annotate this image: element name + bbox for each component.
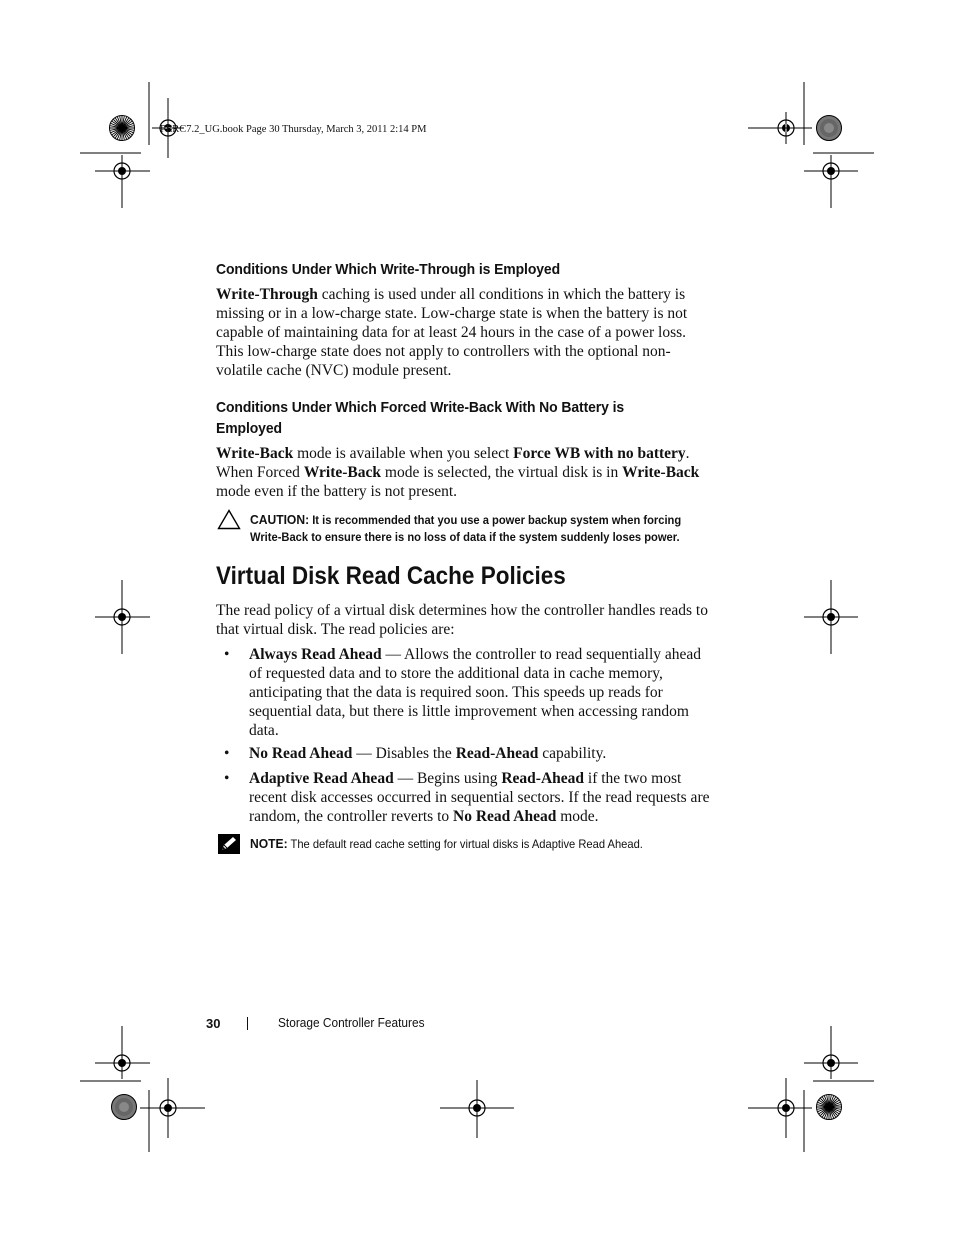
text: if the two most recent disk accesses occurred in sequential sectors. If the read requests are random, the controller reverts to bbox=[249, 770, 710, 825]
text: mode is available when you select bbox=[293, 445, 514, 462]
term: Read-Ahead bbox=[455, 745, 539, 762]
text: — Disables the bbox=[352, 745, 456, 762]
paragraph bbox=[216, 285, 714, 380]
heading-line: Employed bbox=[216, 420, 282, 437]
caution-icon bbox=[217, 509, 241, 530]
text: The default read cache setting for virtual disks is bbox=[287, 837, 532, 851]
text: llows the controller to read sequentially ahead of requested data and to store the additional data in cache memory, anticipating that the data is required soon. This speeds up reads for sequential data, but there is little improvement when accessing random data. bbox=[249, 646, 702, 739]
page-number: 30 bbox=[206, 1016, 221, 1031]
list-item bbox=[249, 744, 715, 763]
text: mode is selected, the virtual disk is in bbox=[381, 464, 623, 481]
text: mode. bbox=[556, 808, 599, 825]
bullet: • bbox=[224, 770, 230, 787]
text: — Begins using bbox=[393, 770, 502, 787]
bullet: • bbox=[224, 646, 230, 663]
text: It is recommended that you use a power backup system when forcing Write-Back to ensure there is no loss of data if the system suddenly loses power. bbox=[250, 513, 682, 544]
term: Adaptive Read Ahead bbox=[531, 837, 640, 851]
note-pencil-icon bbox=[218, 834, 240, 854]
section-heading bbox=[216, 397, 700, 439]
term: Force WB with no battery bbox=[513, 445, 686, 462]
caution-label: CAUTION: bbox=[250, 512, 310, 527]
gray-target-mark bbox=[817, 116, 842, 141]
term: Read-Ahead bbox=[501, 770, 585, 787]
bullet: • bbox=[224, 745, 230, 762]
list-item bbox=[249, 769, 715, 826]
note-text bbox=[250, 835, 715, 853]
text: . When Forced bbox=[216, 445, 690, 481]
section-heading: Conditions Under Which Write-Through is Employed bbox=[216, 261, 561, 278]
term: Write-Back bbox=[216, 445, 294, 462]
term: No Read Ahead bbox=[249, 745, 353, 762]
heading-line: Conditions Under Which Forced Write-Back With No Battery is bbox=[216, 399, 625, 416]
term: Adaptive Read Ahead bbox=[249, 770, 394, 787]
term: No Read Ahead bbox=[453, 808, 557, 825]
note-label: NOTE: bbox=[250, 836, 288, 851]
text: capability. bbox=[538, 745, 607, 762]
starburst-mark bbox=[110, 116, 135, 141]
text: caching is used under all conditions in which the battery is missing or in a low-charge state. Low-charge state is when the battery is not capable of maintaining data for at least 24 hours in the case of a power loss. This low-charge state does not apply to controllers with the optional non-volatile cache (NVC) module present. bbox=[216, 286, 688, 379]
paragraph: The read policy of a virtual disk determines how the controller handles reads to that virtual disk. The read policies are: bbox=[216, 602, 708, 638]
starburst-mark bbox=[817, 1095, 842, 1120]
gray-target-mark bbox=[112, 1095, 137, 1120]
term: Write-Through bbox=[216, 286, 318, 303]
footer-title: Storage Controller Features bbox=[278, 1016, 425, 1030]
caution-text bbox=[250, 511, 715, 546]
list-item bbox=[249, 645, 715, 740]
term: Write-Back bbox=[622, 464, 700, 481]
print-slug: PERC7.2_UG.book Page 30 Thursday, March 3, 2011 2:14 PM bbox=[160, 124, 427, 135]
text: — A bbox=[381, 646, 416, 663]
term: Always Read Ahead bbox=[249, 646, 382, 663]
page-heading: Virtual Disk Read Cache Policies bbox=[216, 562, 566, 590]
footer-divider bbox=[247, 1017, 248, 1030]
paragraph bbox=[216, 444, 714, 501]
text: mode even if the battery is not present. bbox=[216, 483, 458, 500]
text: . bbox=[639, 837, 643, 851]
term: Write-Back bbox=[303, 464, 382, 481]
